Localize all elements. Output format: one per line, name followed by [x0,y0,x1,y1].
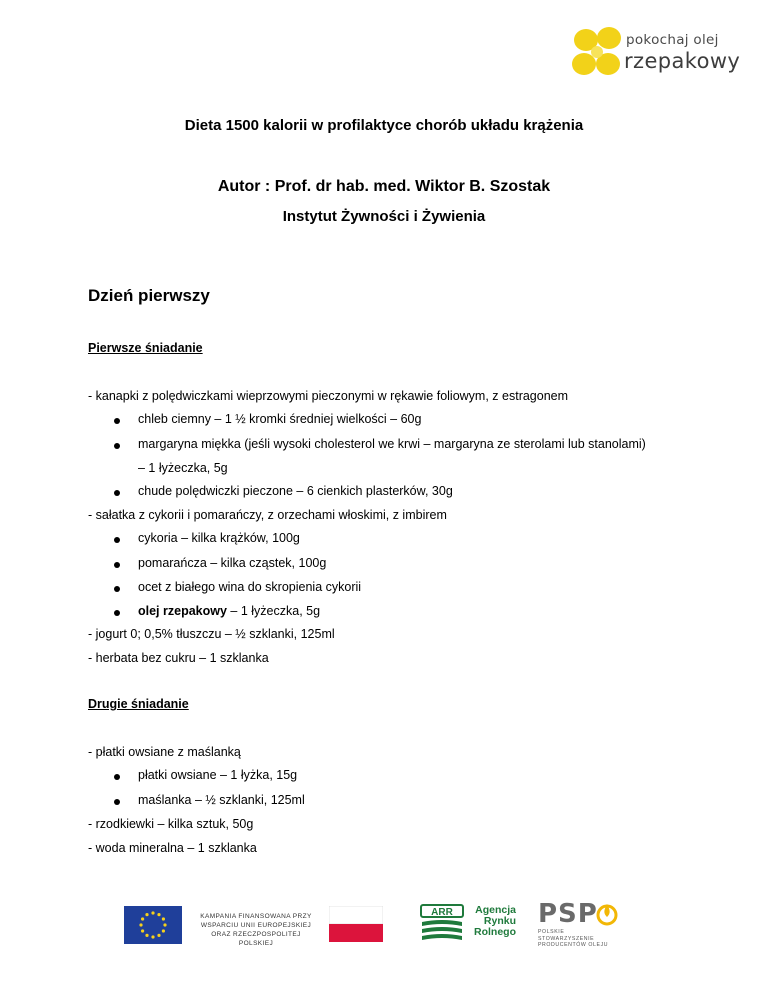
document-title: Dieta 1500 kalorii w profilaktyce chorób układu krążenia [184,117,584,134]
arr-name-line: Agencja [475,904,516,916]
campaign-note: KAMPANIA FINANSOWANA PRZY WSPARCIU UNII EUROPEJSKIEJ ORAZ RZECZPOSPOLITEJ POLSKIEJ [200,913,312,947]
bullet-dot [114,586,120,592]
bullet-dot [114,774,120,780]
ingredient-item: chude polędwiczki pieczone – 6 cienkich plasterków, 30g [138,484,453,498]
brand-logo [570,24,740,84]
dish-line: - jogurt 0; 0,5% tłuszczu – ½ szklanki, 125ml [88,627,335,641]
oil-drop-icon [596,900,618,928]
author-line: Autor : Prof. dr hab. med. Wiktor B. Szostak [217,178,551,195]
ingredient-item [138,604,320,618]
arr-logo-icon [420,904,464,942]
meal-heading-first-breakfast: Pierwsze śniadanie [88,341,203,355]
arr-name [466,905,516,938]
ingredient-item-continued: – 1 łyżeczka, 5g [138,461,228,475]
arr-name-line: Rynku [483,915,516,927]
arr-badge-text: ARR [431,907,453,918]
dish-line: - herbata bez cukru – 1 szklanka [88,651,269,665]
ingredient-item: chleb ciemny – 1 ½ kromki średniej wielkości – 60g [138,412,422,426]
dish-line: - sałatka z cykorii i pomarańczy, z orzechami włoskimi, z imbirem [88,508,447,522]
bullet-dot [114,443,120,449]
ingredient-item: margaryna miękka (jeśli wysoki cholesterol we krwi – margaryna ze sterolami lub stanolami) [138,437,646,451]
dish-line: - rzodkiewki – kilka sztuk, 50g [88,817,254,831]
meal-heading-second-breakfast: Drugie śniadanie [88,697,189,711]
ingredient-item: cykoria – kilka krążków, 100g [138,531,300,545]
bullet-dot [114,610,120,616]
ingredient-item: maślanka – ½ szklanki, 125ml [138,793,305,807]
ingredient-highlight: olej rzepakowy [138,604,227,618]
logo-text-top: pokochaj olej [626,32,719,48]
bullet-dot [114,418,120,424]
ingredient-item: pomarańcza – kilka cząstek, 100g [138,556,327,570]
dish-line: - woda mineralna – 1 szklanka [88,841,257,855]
ingredient-item: ocet z białego wina do skropienia cykorii [138,580,362,594]
institute-line: Instytut Żywności i Żywienia [282,208,486,225]
ingredient-amount: – 1 łyżeczka, 5g [226,604,321,618]
psp-logo-text: PSP [538,899,598,929]
psp-subtitle: POLSKIE STOWARZYSZENIE PRODUCENTÓW OLEJU [538,929,609,948]
logo-text-main: rzepakowy [624,49,741,73]
ingredient-item: płatki owsiane – 1 łyżka, 15g [138,768,298,782]
dish-line: - kanapki z polędwiczkami wieprzowymi pieczonymi w rękawie foliowym, z estragonem [88,389,569,403]
arr-name-line: Rolnego [474,926,516,938]
day-heading: Dzień pierwszy [88,286,210,305]
poland-flag-icon [329,906,383,942]
bullet-dot [114,799,120,805]
dish-line: - płatki owsiane z maślanką [88,745,241,759]
bullet-dot [114,537,120,543]
bullet-dot [114,562,120,568]
eu-flag-icon [124,906,182,944]
bullet-dot [114,490,120,496]
flower-icon [570,26,626,80]
